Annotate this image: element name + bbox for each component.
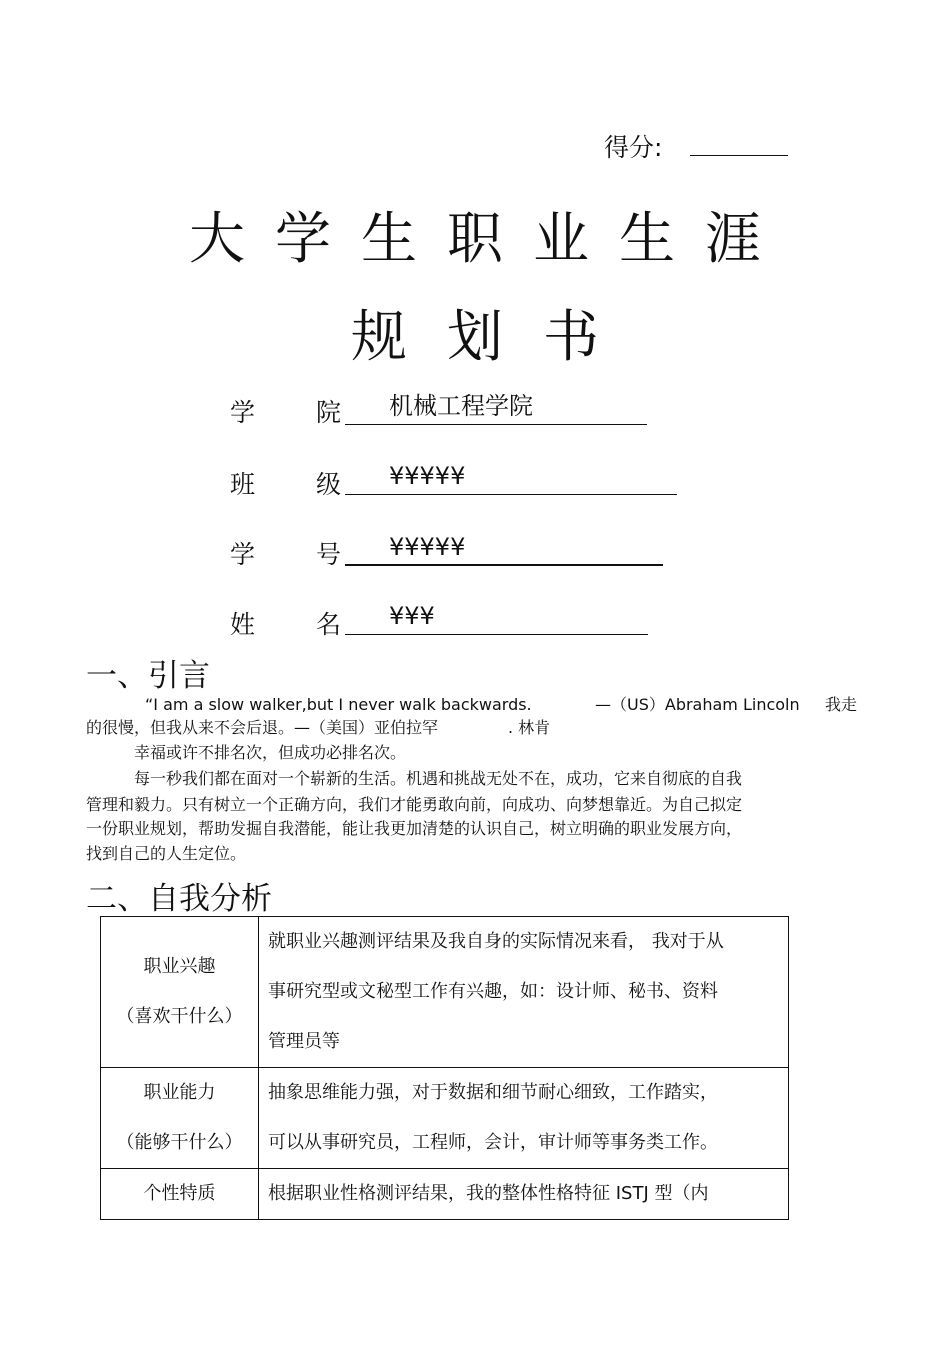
rank-sentence: 幸福或许不排名次，但成功必排名次。 [134, 743, 407, 762]
field-value-student-id: ¥¥¥¥¥ [345, 532, 663, 566]
field-label-name: 姓 名 [230, 610, 342, 639]
quote-english: “I am a slow walker,but I never walk backwards. [145, 695, 532, 714]
quote-chinese-start: 我走 [825, 695, 858, 714]
field-label-college: 学 院 [230, 398, 342, 427]
section-heading-self-analysis: 二、自我分析 [86, 881, 272, 917]
quote-attribution: —（US）Abraham Lincoln [595, 695, 800, 714]
score-label: 得分: [604, 133, 663, 162]
row-content-line: 事研究型或文秘型工作有兴趣，如：设计师、秘书、资料 [268, 981, 718, 1002]
row-title: 个性特质 [143, 1183, 216, 1204]
table-row [101, 917, 789, 1068]
row-content-line: 管理员等 [268, 1031, 340, 1052]
row-content-line: 可以从事研究员，工程师，会计，审计师等事务类工作。 [268, 1132, 718, 1153]
row-title: 职业兴趣 [143, 956, 216, 977]
field-label-class: 班 级 [230, 470, 342, 499]
intro-paragraph-line: 一份职业规划，帮助发掘自我潜能，能让我更加清楚的认识自己，树立明确的职业发展方向， [86, 819, 743, 838]
table-row [101, 1169, 789, 1220]
score-blank-line [690, 155, 788, 156]
field-label-student-id: 学 号 [230, 540, 342, 569]
row-subtitle: （能够干什么） [116, 1132, 243, 1153]
row-content-line: 抽象思维能力强，对于数据和细节耐心细致，工作踏实， [268, 1082, 718, 1103]
table-row [101, 1068, 789, 1169]
quote-chinese-name: . 林肯 [508, 718, 551, 737]
row-content-cell [259, 1068, 789, 1169]
row-content-line: 根据职业性格测评结果，我的整体性格特征 ISTJ 型（内 [268, 1183, 709, 1204]
field-value-name: ¥¥¥ [345, 601, 648, 635]
row-content-cell [259, 1169, 789, 1220]
row-title-cell [101, 1068, 259, 1169]
intro-paragraph-line: 管理和毅力。只有树立一个正确方向，我们才能勇敢向前，向成功、向梦想靠近。为自己拟定 [86, 795, 743, 814]
intro-paragraph-line: 每一秒我们都在面对一个崭新的生活。机遇和挑战无处不在，成功，它来自彻底的自我 [134, 769, 743, 788]
row-title: 职业能力 [143, 1082, 216, 1103]
document-title: 大学生职业生涯 [189, 207, 791, 272]
field-value-class: ¥¥¥¥¥ [345, 461, 677, 495]
intro-paragraph-line: 找到自己的人生定位。 [86, 844, 247, 863]
row-subtitle: （喜欢干什么） [116, 1006, 243, 1027]
field-value-college: 机械工程学院 [345, 391, 647, 425]
section-heading-introduction: 一、引言 [86, 658, 210, 694]
self-analysis-table [100, 916, 789, 1220]
row-title-cell [101, 917, 259, 1068]
quote-chinese: 的很慢，但我从来不会后退。—（美国）亚伯拉罕 [86, 718, 439, 737]
row-title-cell [101, 1169, 259, 1220]
document-title-line2: 规划书 [351, 305, 639, 370]
row-content-cell [259, 917, 789, 1068]
row-content-line: 就职业兴趣测评结果及我自身的实际情况来看， 我对于从 [268, 931, 724, 952]
